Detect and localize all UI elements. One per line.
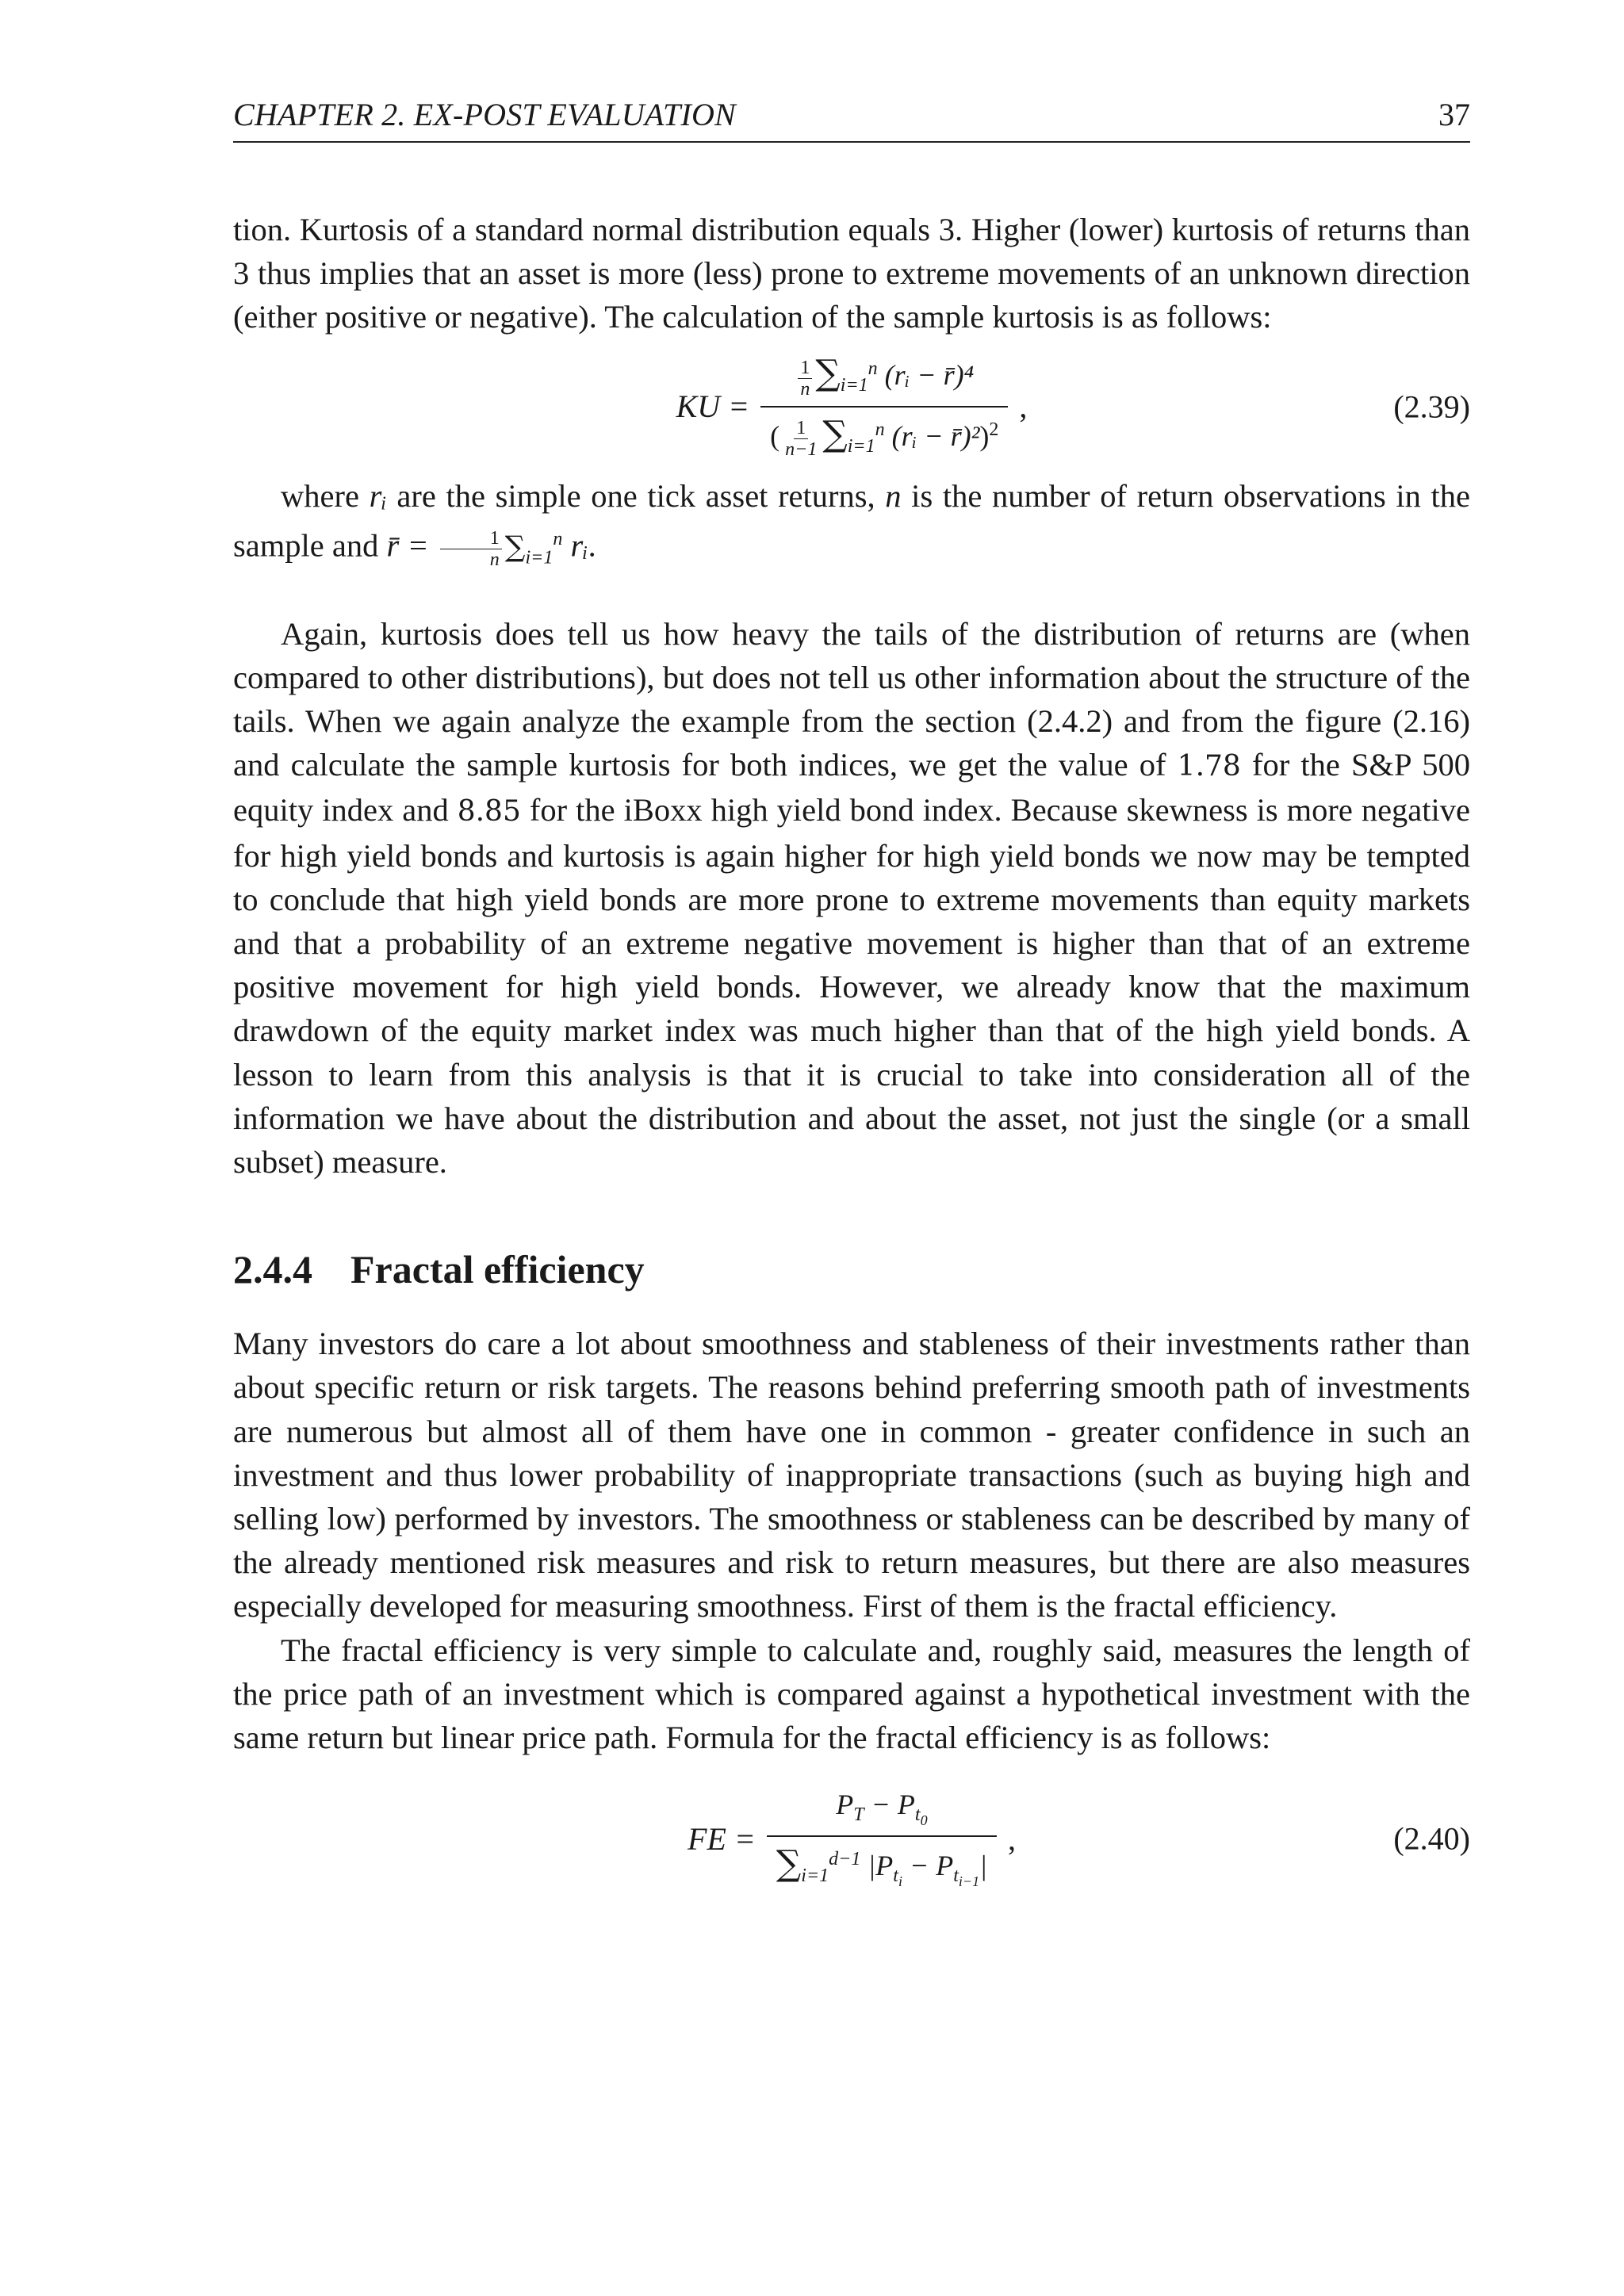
page xyxy=(233,97,1470,1918)
section-heading xyxy=(233,1246,1470,1293)
paragraph-where-definition: where rᵢ are the simple one tick asset returns, n is the number of return observations in the sample and r̄ = $\frac{1}{n}$ $\sum_{i=1}^n$ rᵢ. xyxy=(233,477,1470,570)
eq2-lhs: FE = xyxy=(688,1820,756,1857)
eq1-denominator: ( $\frac{1}{n-1}$ $\sum_{i=1}^n$ (rᵢ − r̄)²)$^2$ xyxy=(760,406,1008,460)
paragraph-smoothness: Many investors do care a lot about smoothness and stableness of their investments rather than about specific return or risk targets. The reasons behind preferring smooth path of investments are numerous but almost all of them have one in common - greater confidence in such an investment and thus lower probability of inappropriate transactions (such as buying high and selling low) performed by investors. The smoothness or stableness can be described by many of the already mentioned risk measures and risk to return measures, but there are also measures especially developed for measuring smoothness. First of them is the fractal efficiency. xyxy=(233,1326,1470,1624)
page-number: 37 xyxy=(1438,97,1470,132)
eq1-lhs: KU = xyxy=(676,388,750,425)
eq2-fraction xyxy=(767,1788,997,1890)
running-header xyxy=(233,97,1470,143)
paragraph-kurtosis-example: Again, kurtosis does tell us how heavy the tails of the distribution of returns are (when compared to other distributions), but does not tell us other information about the structure of the tails. When we again analyze the example from the section (2.4.2) and from the figure (2.16) and calculate the sample kurtosis for both indices, we get the value of 1.78 for the S&P 500 equity index and 8.85 for the iBoxx high yield bond index. Because skewness is more negative for high yield bonds and kurtosis is again higher for high yield bonds we now may be tempted to conclude that high yield bonds are more prone to extreme movements than equity markets and that a probability of an extreme negative movement is higher than that of an extreme positive movement for high yield bonds. However, we already know that the maximum drawdown of the equity market index was much higher than that of the high yield bonds. A lesson to learn from this analysis is that it is crucial to take into consideration all of the information we have about the distribution and about the asset, not just the single (or a small subset) measure. xyxy=(233,615,1471,1181)
paragraph-kurtosis-intro: tion. Kurtosis of a standard normal distribution equals 3. Higher (lower) kurtosis of returns than 3 thus implies that an asset is more (less) prone to extreme movements of an unknown direction (either positive or negative). The calculation of the sample kurtosis is as follows: xyxy=(233,212,1470,335)
eq2-numerator: $P_T - P_{t_0}$ xyxy=(836,1788,928,1828)
eq1-numerator: $\frac{1}{n}$ $\sum_{i=1}^n$ (rᵢ − r̄)⁴ xyxy=(785,353,983,405)
paragraph-fractal-definition: The fractal efficiency is very simple to calculate and, roughly said, measures the length of the price path of an investment which is compared against a hypothetical investment with the same return but linear price path. Formula for the fractal efficiency is as follows: xyxy=(233,1632,1470,1756)
equation-number-2-39: (2.39) xyxy=(1393,388,1470,425)
section-number: 2.4.4 xyxy=(233,1247,312,1292)
eq1-fraction xyxy=(760,353,1008,459)
chapter-title: CHAPTER 2. EX-POST EVALUATION xyxy=(233,97,736,132)
equation-number-2-40: (2.40) xyxy=(1393,1820,1470,1857)
eq2-denominator: $\sum_{i=1}^{d-1}$ $|P_{t_i} - P_{t_{i-1}}|$ xyxy=(767,1835,997,1890)
equation-2-39: KU = $\frac{1}{n}$ $\sum_{i=1}^n$ (rᵢ − r̄)⁴ ( $\frac{1}{n-1}$ $\sum_{i=1}^n$ (rᵢ − r̄)²)$^2$ , (2.39) xyxy=(676,353,1470,460)
equation-2-40: FE = $\frac{P_T - P_{t_0}}{\sum_{i=1}^{d-1} |P_{t_i} - P_{t_{i-1}}|}$ , (2.40) xyxy=(688,1788,1470,1889)
section-title: Fractal efficiency xyxy=(350,1247,645,1292)
